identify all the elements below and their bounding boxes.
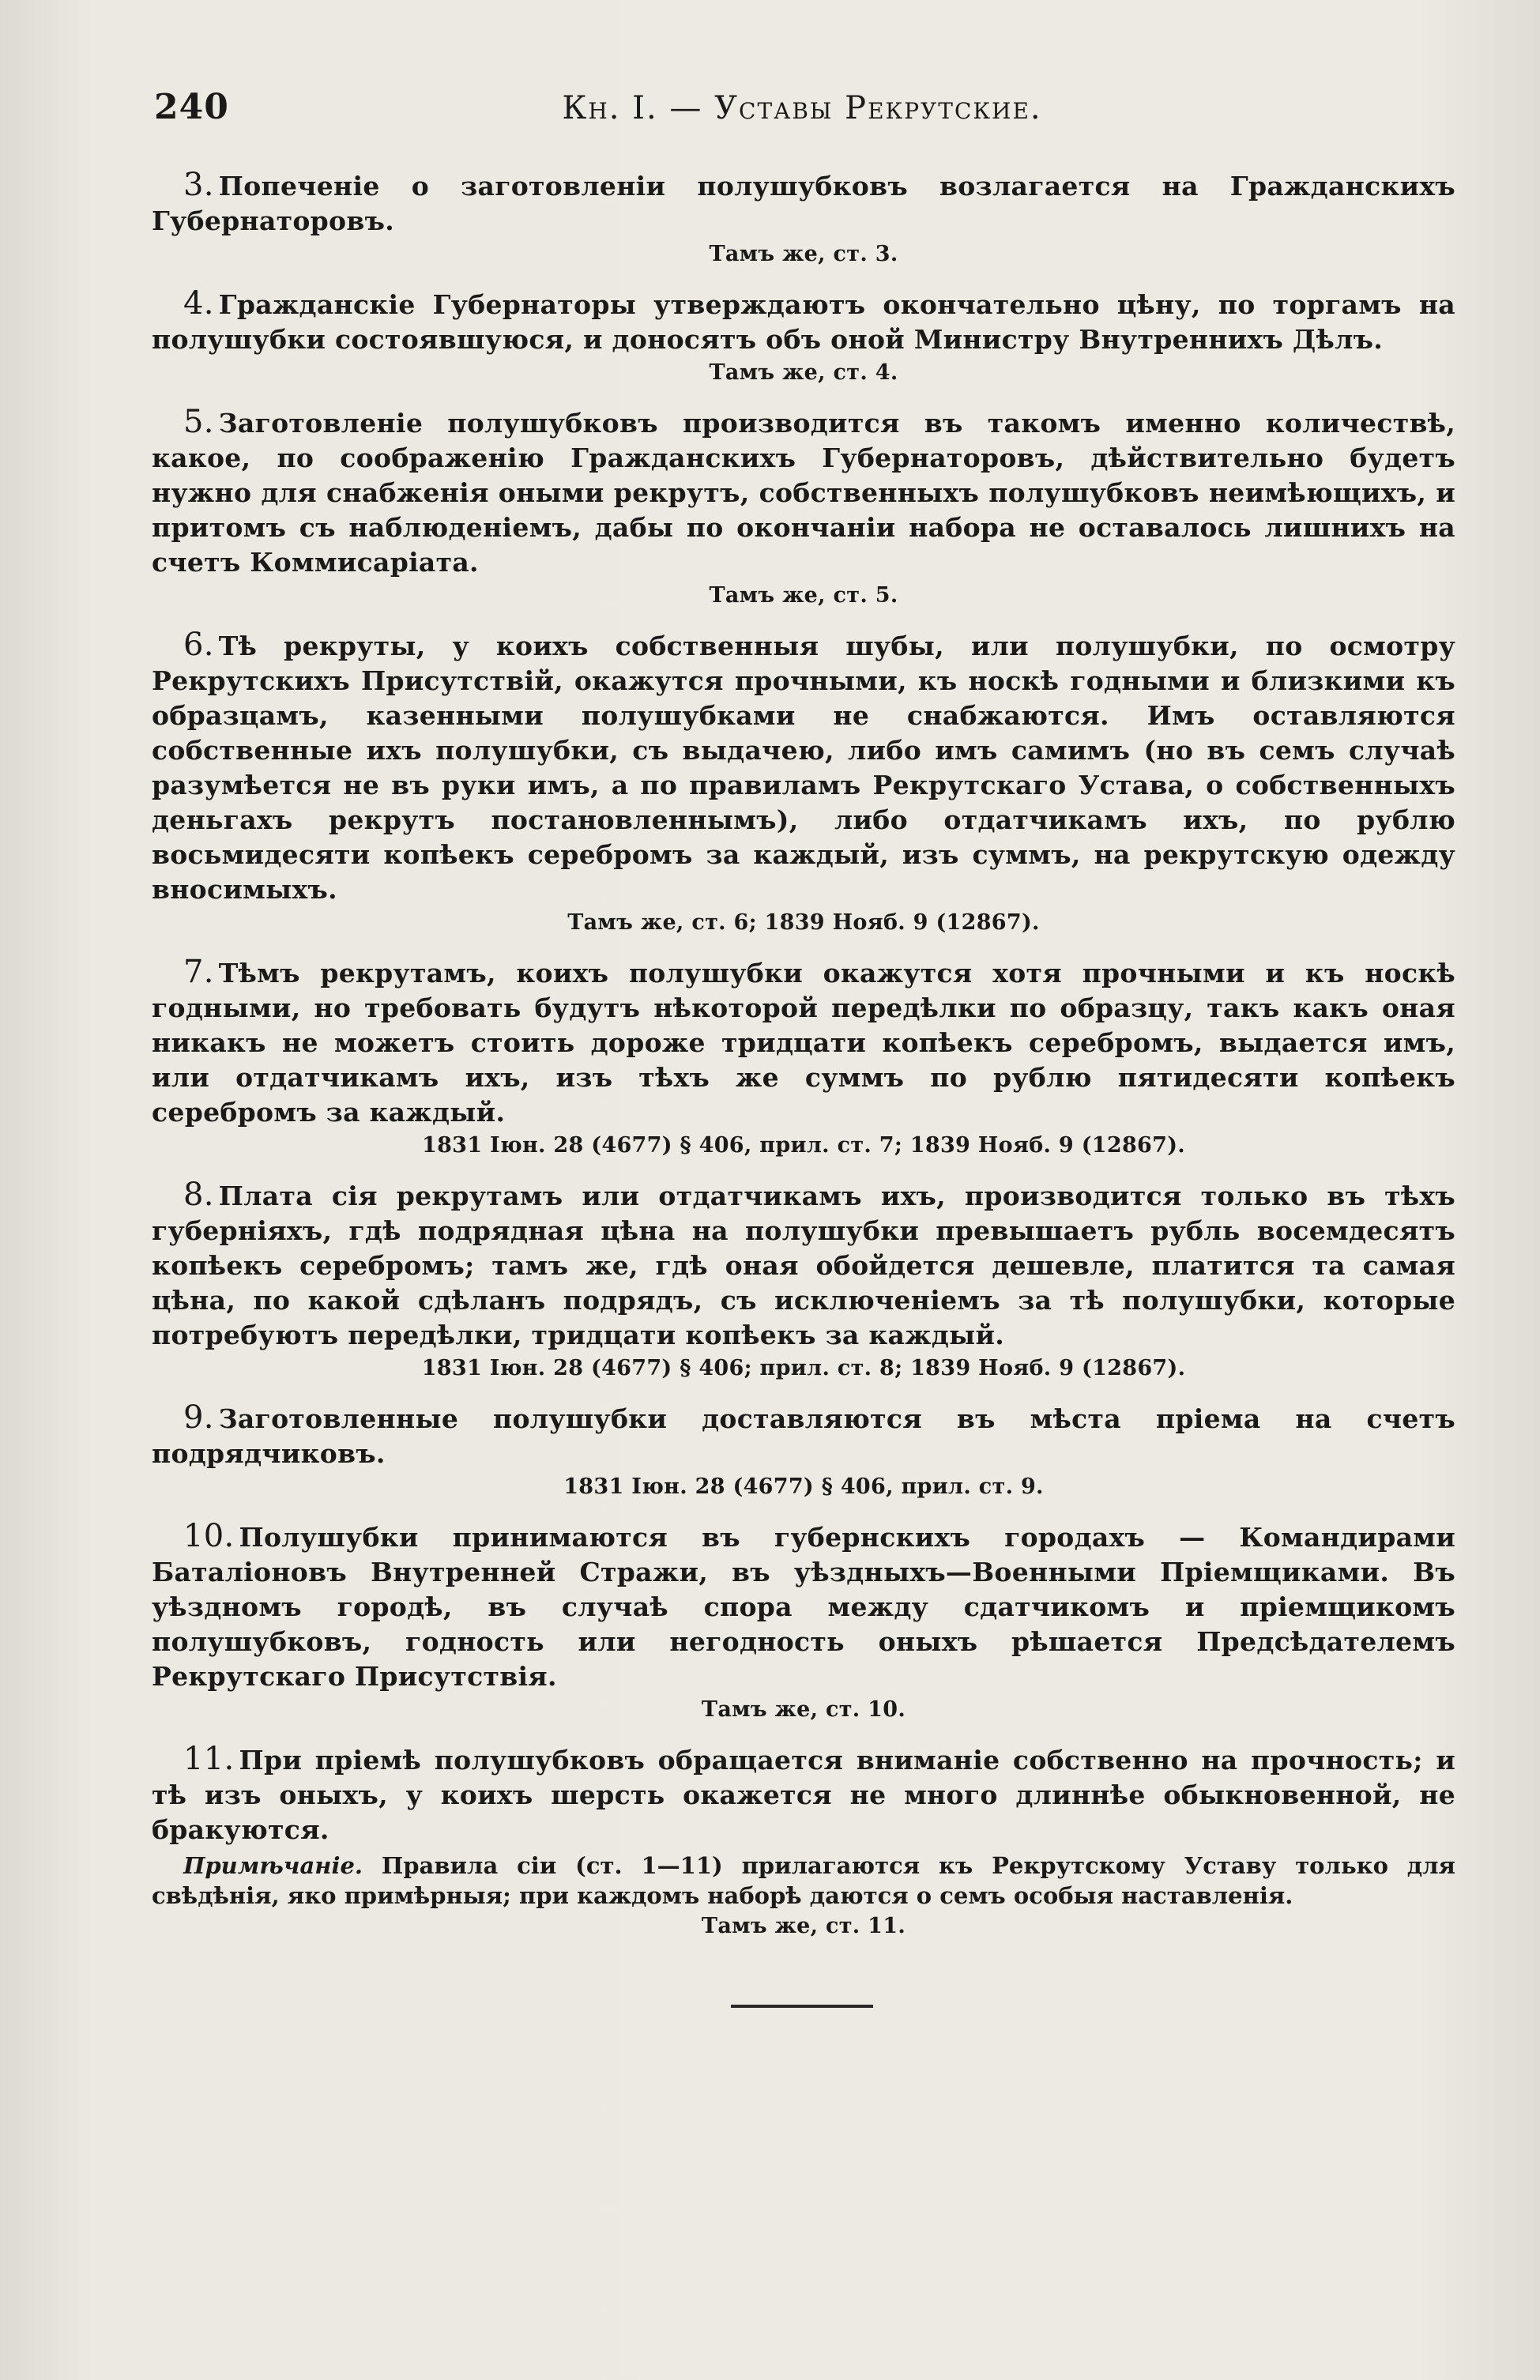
article-text — [152, 955, 1455, 1130]
article-text — [152, 286, 1455, 357]
article-number: 3. — [183, 167, 214, 203]
article-number: 10. — [183, 1518, 235, 1554]
article-source: Тамъ же, ст. 4. — [709, 360, 898, 385]
closing-rule — [731, 2005, 873, 2008]
article-7 — [152, 955, 1455, 1160]
article-10 — [152, 1519, 1455, 1724]
article-number: 6. — [183, 627, 214, 663]
article-6 — [152, 627, 1455, 937]
article-text — [152, 1177, 1455, 1353]
article-text — [152, 1519, 1455, 1694]
article-body: Заготовленіе полушубковъ производится въ такомъ именно количествѣ, какое, по соображенію Гражданскихъ Губернаторовъ, дѣйствительно будетъ нужно для снабженія оными рекрутъ, собственныхъ полушубковъ неимѣющихъ, и притомъ съ наблюденіемъ, дабы по окончаніи набора не оставалось лишнихъ на счетъ Коммисаріата. — [152, 408, 1455, 578]
note-text: Правила сіи (ст. 1—11) прилагаются къ Рекрутскому Уставу только для свѣдѣнія, яко примѣрныя; при каждомъ наборѣ даются о семъ особыя наставленія. — [152, 1852, 1455, 1909]
article-source: Тамъ же, ст. 10. — [701, 1697, 906, 1722]
article-text — [152, 405, 1455, 580]
article-source: Тамъ же, ст. 3. — [709, 242, 898, 266]
article-number: 5. — [183, 404, 214, 440]
article-body: Гражданскіе Губернаторы утверждаютъ окончательно цѣну, по торгамъ на полушубки состоявшуюся, и доносятъ объ оной Министру Внутреннихъ Дѣлъ. — [152, 289, 1455, 355]
article-source: Тамъ же, ст. 6; 1839 Нояб. 9 (12867). — [567, 910, 1040, 935]
article-5 — [152, 405, 1455, 610]
article-text — [152, 1742, 1455, 1847]
note — [152, 1851, 1455, 1911]
article-3 — [152, 168, 1455, 269]
article-body: При пріемѣ полушубковъ обращается вниманіе собственно на прочность; и тѣ изъ оныхъ, у коихъ шерсть окажется не много длиннѣе обыкновенной, не бракуются. — [152, 1745, 1455, 1845]
article-text — [152, 627, 1455, 907]
page-body — [152, 168, 1455, 1958]
article-9 — [152, 1400, 1455, 1501]
article-number: 9. — [183, 1399, 214, 1436]
note-label: Примѣчаніе. — [183, 1852, 363, 1879]
article-body: Полушубки принимаются въ губернскихъ городахъ — Командирами Баталіоновъ Внутренней Стражи, въ уѣздныхъ—Военными Пріемщиками. Въ уѣздномъ городѣ, въ случаѣ спора между сдатчикомъ и пріемщикомъ полушубковъ, годность или негодность оныхъ рѣшается Предсѣдателемъ Рекрутскаго Присутствія. — [152, 1522, 1455, 1692]
article-11 — [152, 1742, 1455, 1941]
article-source: 1831 Іюн. 28 (4677) § 406, прил. ст. 9. — [563, 1474, 1044, 1499]
article-body: Попеченіе о заготовленіи полушубковъ возлагается на Гражданскихъ Губернаторовъ. — [152, 171, 1455, 236]
running-title: Кн. I. — Уставы Рекрутские. — [562, 90, 1042, 126]
page-number: 240 — [154, 87, 229, 127]
article-number: 8. — [183, 1177, 214, 1213]
article-number: 11. — [183, 1741, 235, 1777]
article-text — [152, 168, 1455, 239]
page-header — [154, 87, 1450, 142]
article-source: 1831 Іюн. 28 (4677) § 406, прил. ст. 7; 1839 Нояб. 9 (12867). — [422, 1133, 1185, 1158]
article-body: Заготовленные полушубки доставляются въ мѣста пріема на счетъ подрядчиковъ. — [152, 1403, 1455, 1469]
article-4 — [152, 286, 1455, 387]
article-body: Тѣ рекруты, у коихъ собственныя шубы, или полушубки, по осмотру Рекрутскихъ Присутствій, окажутся прочными, къ носкѣ годными и близкими къ образцамъ, казенными полушубками не снабжаются. Имъ оставляются собственные ихъ полушубки, съ выдачею, либо имъ самимъ (но въ семъ случаѣ разумѣется не въ руки имъ, а по правиламъ Рекрутскаго Устава, о собственныхъ деньгахъ рекрутъ постановленнымъ), либо отдатчикамъ ихъ, по рублю восьмидесяти копѣекъ серебромъ за каждый, изъ суммъ, на рекрутскую одежду вносимыхъ. — [152, 631, 1455, 905]
article-number: 7. — [183, 954, 214, 990]
article-body: Плата сія рекрутамъ или отдатчикамъ ихъ, производится только въ тѣхъ губерніяхъ, гдѣ подрядная цѣна на полушубки превышаетъ рубль восемдесятъ копѣекъ серебромъ; тамъ же, гдѣ оная обойдется дешевле, платится та самая цѣна, по какой сдѣланъ подрядъ, съ исключеніемъ за тѣ полушубки, которые потребуютъ передѣлки, тридцати копѣекъ за каждый. — [152, 1181, 1455, 1350]
article-source: 1831 Іюн. 28 (4677) § 406; прил. ст. 8; 1839 Нояб. 9 (12867). — [421, 1356, 1186, 1380]
article-text — [152, 1400, 1455, 1471]
article-source: Тамъ же, ст. 5. — [709, 583, 898, 608]
note-source: Тамъ же, ст. 11. — [701, 1914, 906, 1938]
article-number: 4. — [183, 285, 214, 322]
article-body: Тѣмъ рекрутамъ, коихъ полушубки окажутся хотя прочными и къ носкѣ годными, но требовать будутъ нѣкоторой передѣлки по образцу, такъ какъ оная никакъ не можетъ стоить дороже тридцати копѣекъ серебромъ, выдается имъ, или отдатчикамъ ихъ, изъ тѣхъ же суммъ по рублю пятидесяти копѣекъ серебромъ за каждый. — [152, 958, 1455, 1128]
article-8 — [152, 1177, 1455, 1383]
